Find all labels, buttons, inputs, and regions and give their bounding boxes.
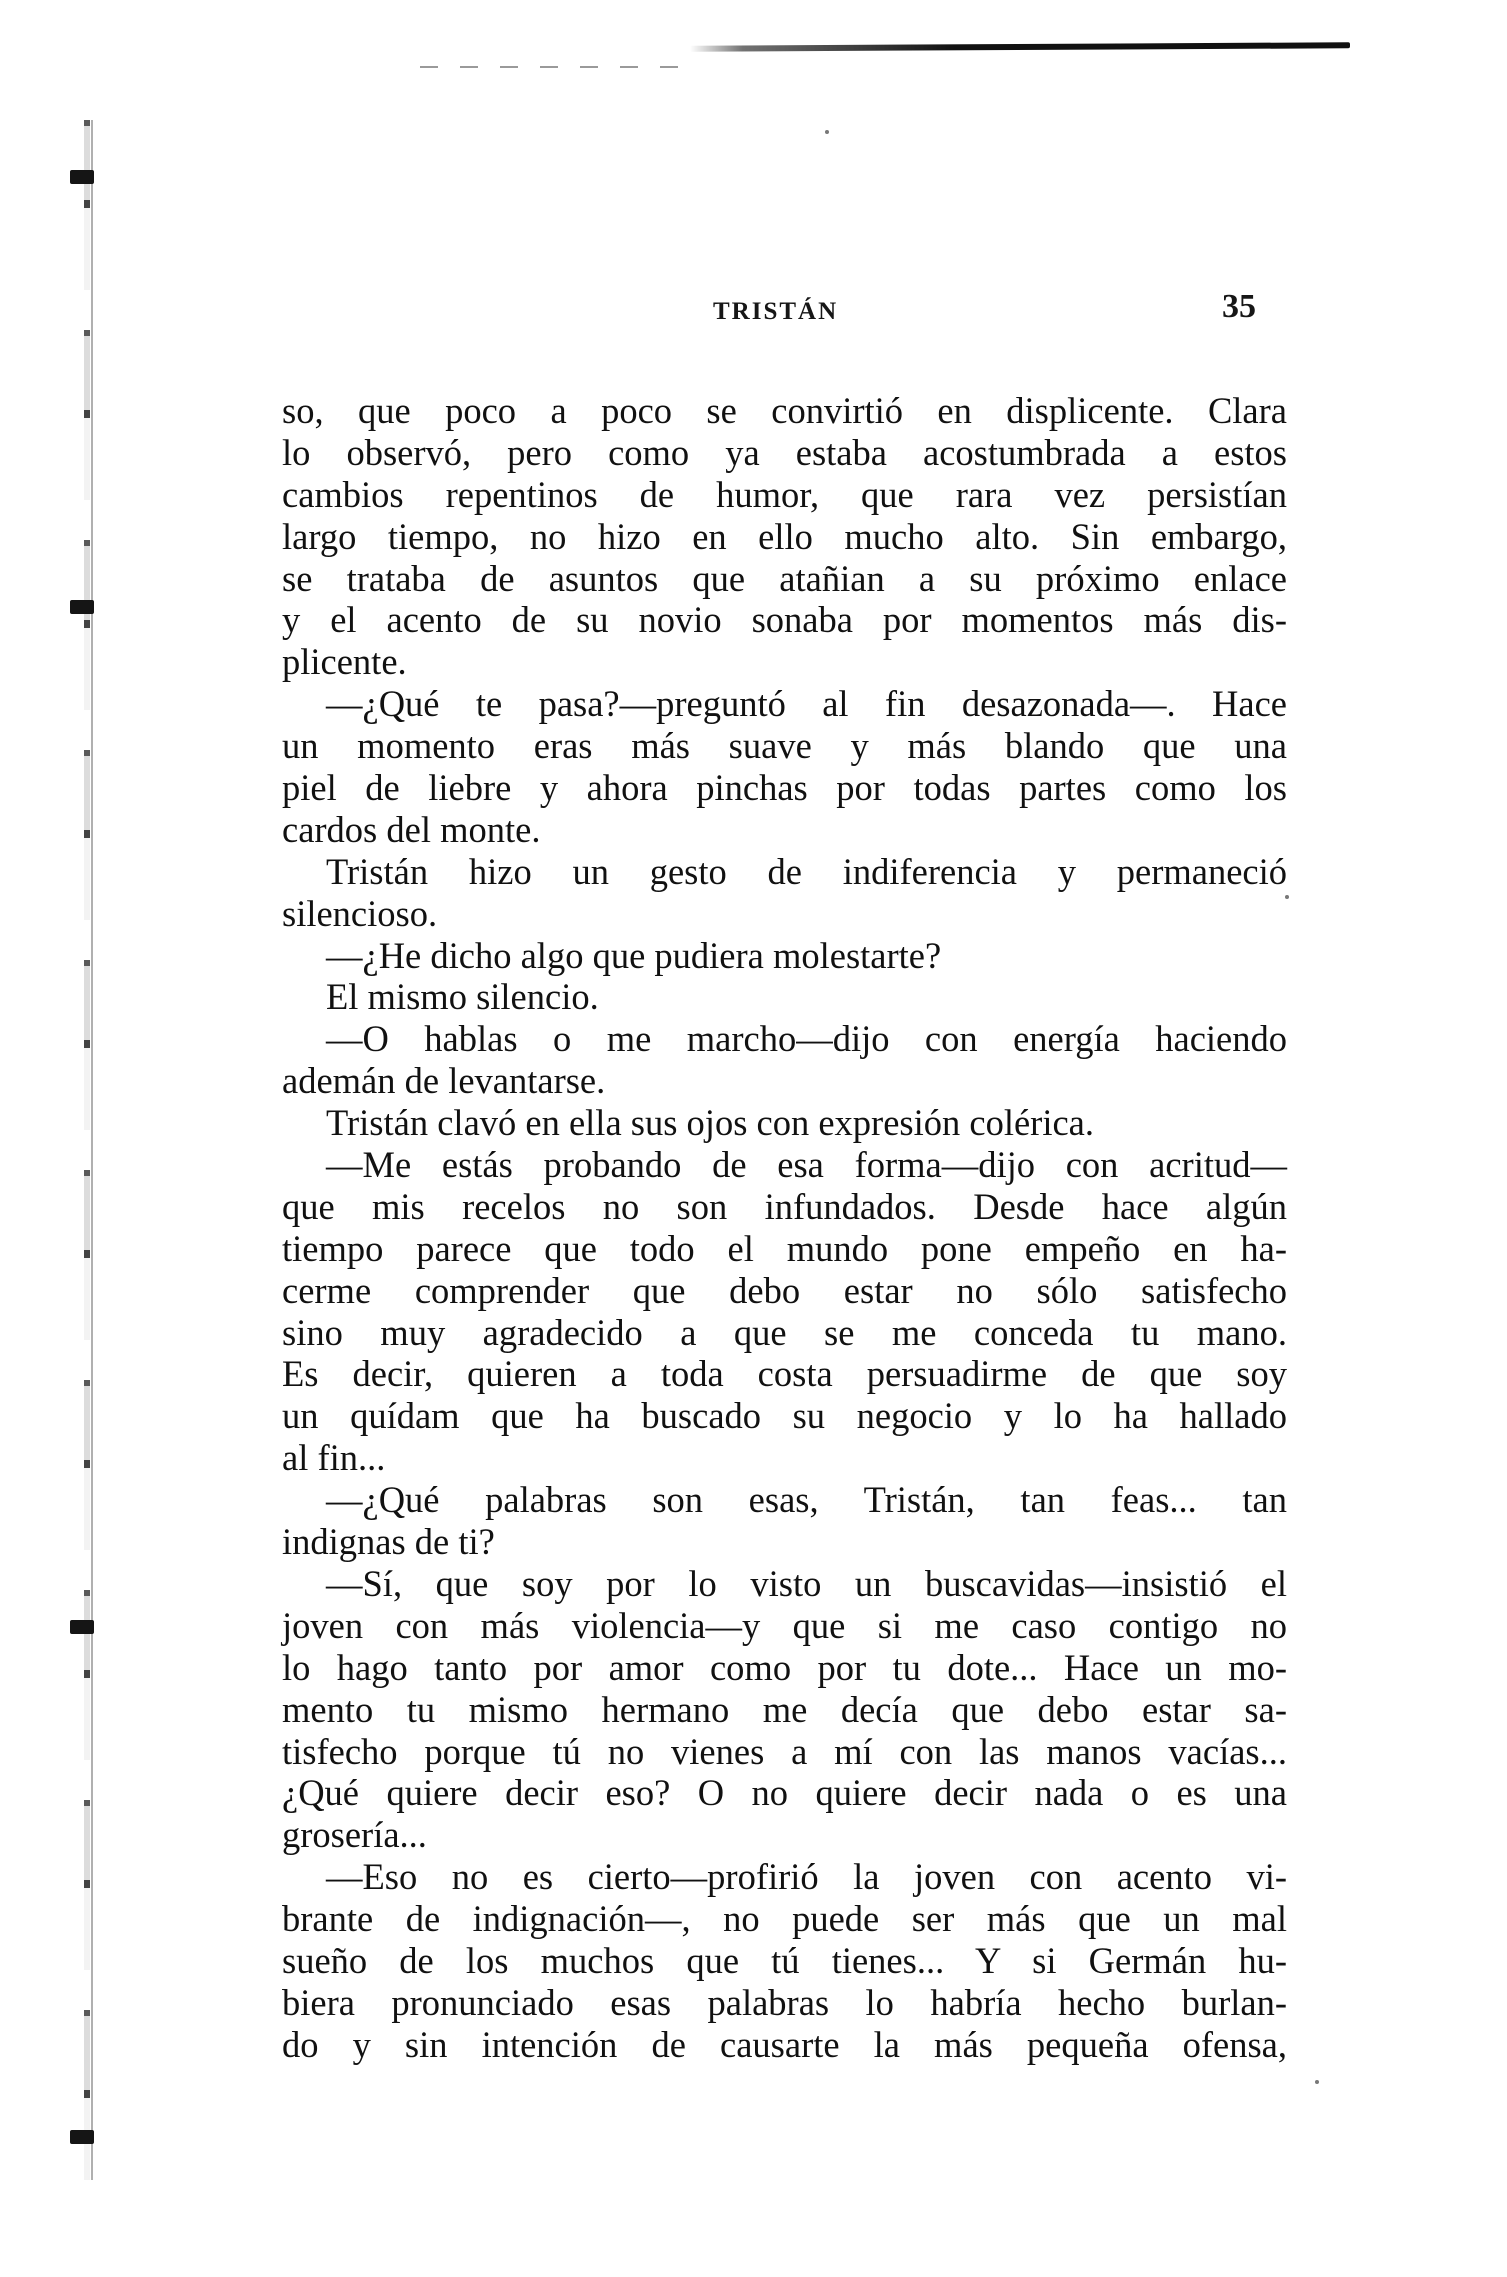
text-line: indignas de ti? (282, 1521, 495, 1563)
text-line: —Me estás probando de esa forma—dijo con acritud— (326, 1144, 1287, 1186)
text-line: tiempo parece que todo el mundo pone empeño en ha- (282, 1227, 1287, 1269)
text-line: —Sí, que soy por lo visto un buscavidas—insistió el (326, 1562, 1287, 1604)
text-line: un quídam que ha buscado su negocio y lo ha hallado (282, 1395, 1287, 1437)
text-line: cerme comprender que debo estar no sólo satisfecho (282, 1269, 1287, 1311)
text-line: grosería... (282, 1814, 427, 1856)
scan-left-binding-line (91, 120, 93, 2180)
text-line: mento tu mismo hermano me decía que debo estar sa- (282, 1688, 1287, 1730)
text-line: —¿He dicho algo que pudiera molestarte? (326, 934, 942, 976)
text-line: —O hablas o me marcho—dijo con energía haciendo (326, 1018, 1287, 1060)
text-line: lo hago tanto por amor como por tu dote... Hace un mo- (282, 1646, 1287, 1688)
text-line: biera pronunciado esas palabras lo habría hecho burlan- (282, 1981, 1287, 2023)
text-line: sueño de los muchos que tú tienes... Y si Germán hu- (282, 1939, 1287, 1981)
text-line: se trataba de asuntos que atañian a su próximo enlace (282, 557, 1287, 599)
text-line: joven con más violencia—y que si me caso contigo no (282, 1604, 1287, 1646)
text-line: do y sin intención de causarte la más pequeña ofensa, (282, 2023, 1287, 2065)
text-line: Es decir, quieren a toda costa persuadirme de que soy (282, 1353, 1287, 1395)
text-line: lo observó, pero como ya estaba acostumbrada a estos (282, 431, 1287, 473)
scan-left-mark (70, 600, 94, 614)
scan-speck (825, 130, 829, 134)
text-line: cambios repentinos de humor, que rara vez persistían (282, 473, 1287, 515)
text-line: —Eso no es cierto—profirió la joven con acento vi- (326, 1856, 1287, 1898)
text-line: largo tiempo, no hizo en ello mucho alto. Sin embargo, (282, 515, 1287, 557)
scan-left-mark (70, 1620, 94, 1634)
text-line: silencioso. (282, 892, 438, 934)
body-text (282, 390, 1287, 2066)
scan-speck (1315, 2080, 1319, 2084)
scan-top-edge-shadow (690, 42, 1350, 51)
text-line: plicente. (282, 641, 407, 683)
text-line: Tristán clavó en ella sus ojos con expresión colérica. (326, 1102, 1094, 1144)
page-number: 35 (1222, 288, 1256, 325)
text-line: cardos del monte. (282, 808, 541, 850)
text-line: brante de indignación—, no puede ser más que un mal (282, 1898, 1287, 1940)
text-line: ademán de levantarse. (282, 1060, 606, 1102)
text-line: un momento eras más suave y más blando que una (282, 725, 1287, 767)
text-line: —¿Qué te pasa?—preguntó al fin desazonada—. Hace (326, 683, 1287, 725)
scan-left-binding-shadow (84, 80, 90, 2220)
text-line: y el acento de su novio sonaba por momentos más dis- (282, 599, 1287, 641)
text-line: tisfecho porque tú no vienes a mí con las manos vacías... (282, 1730, 1287, 1772)
text-line: El mismo silencio. (326, 976, 599, 1018)
text-line: Tristán hizo un gesto de indiferencia y permaneció (326, 850, 1287, 892)
scan-left-mark (70, 2130, 94, 2144)
text-line: ¿Qué quiere decir eso? O no quiere decir nada o es una (282, 1772, 1287, 1814)
text-line: al fin... (282, 1437, 386, 1479)
text-line: —¿Qué palabras son esas, Tristán, tan feas... tan (326, 1479, 1287, 1521)
running-head: TRISTÁN (713, 298, 839, 325)
scan-top-dashes (420, 66, 680, 68)
text-line: que mis recelos no son infundados. Desde hace algún (282, 1185, 1287, 1227)
text-line: so, que poco a poco se convirtió en displicente. Clara (282, 390, 1287, 431)
text-line: sino muy agradecido a que se me conceda tu mano. (282, 1311, 1287, 1353)
scan-left-mark (70, 170, 94, 184)
text-line: piel de liebre y ahora pinchas por todas partes como los (282, 767, 1287, 809)
